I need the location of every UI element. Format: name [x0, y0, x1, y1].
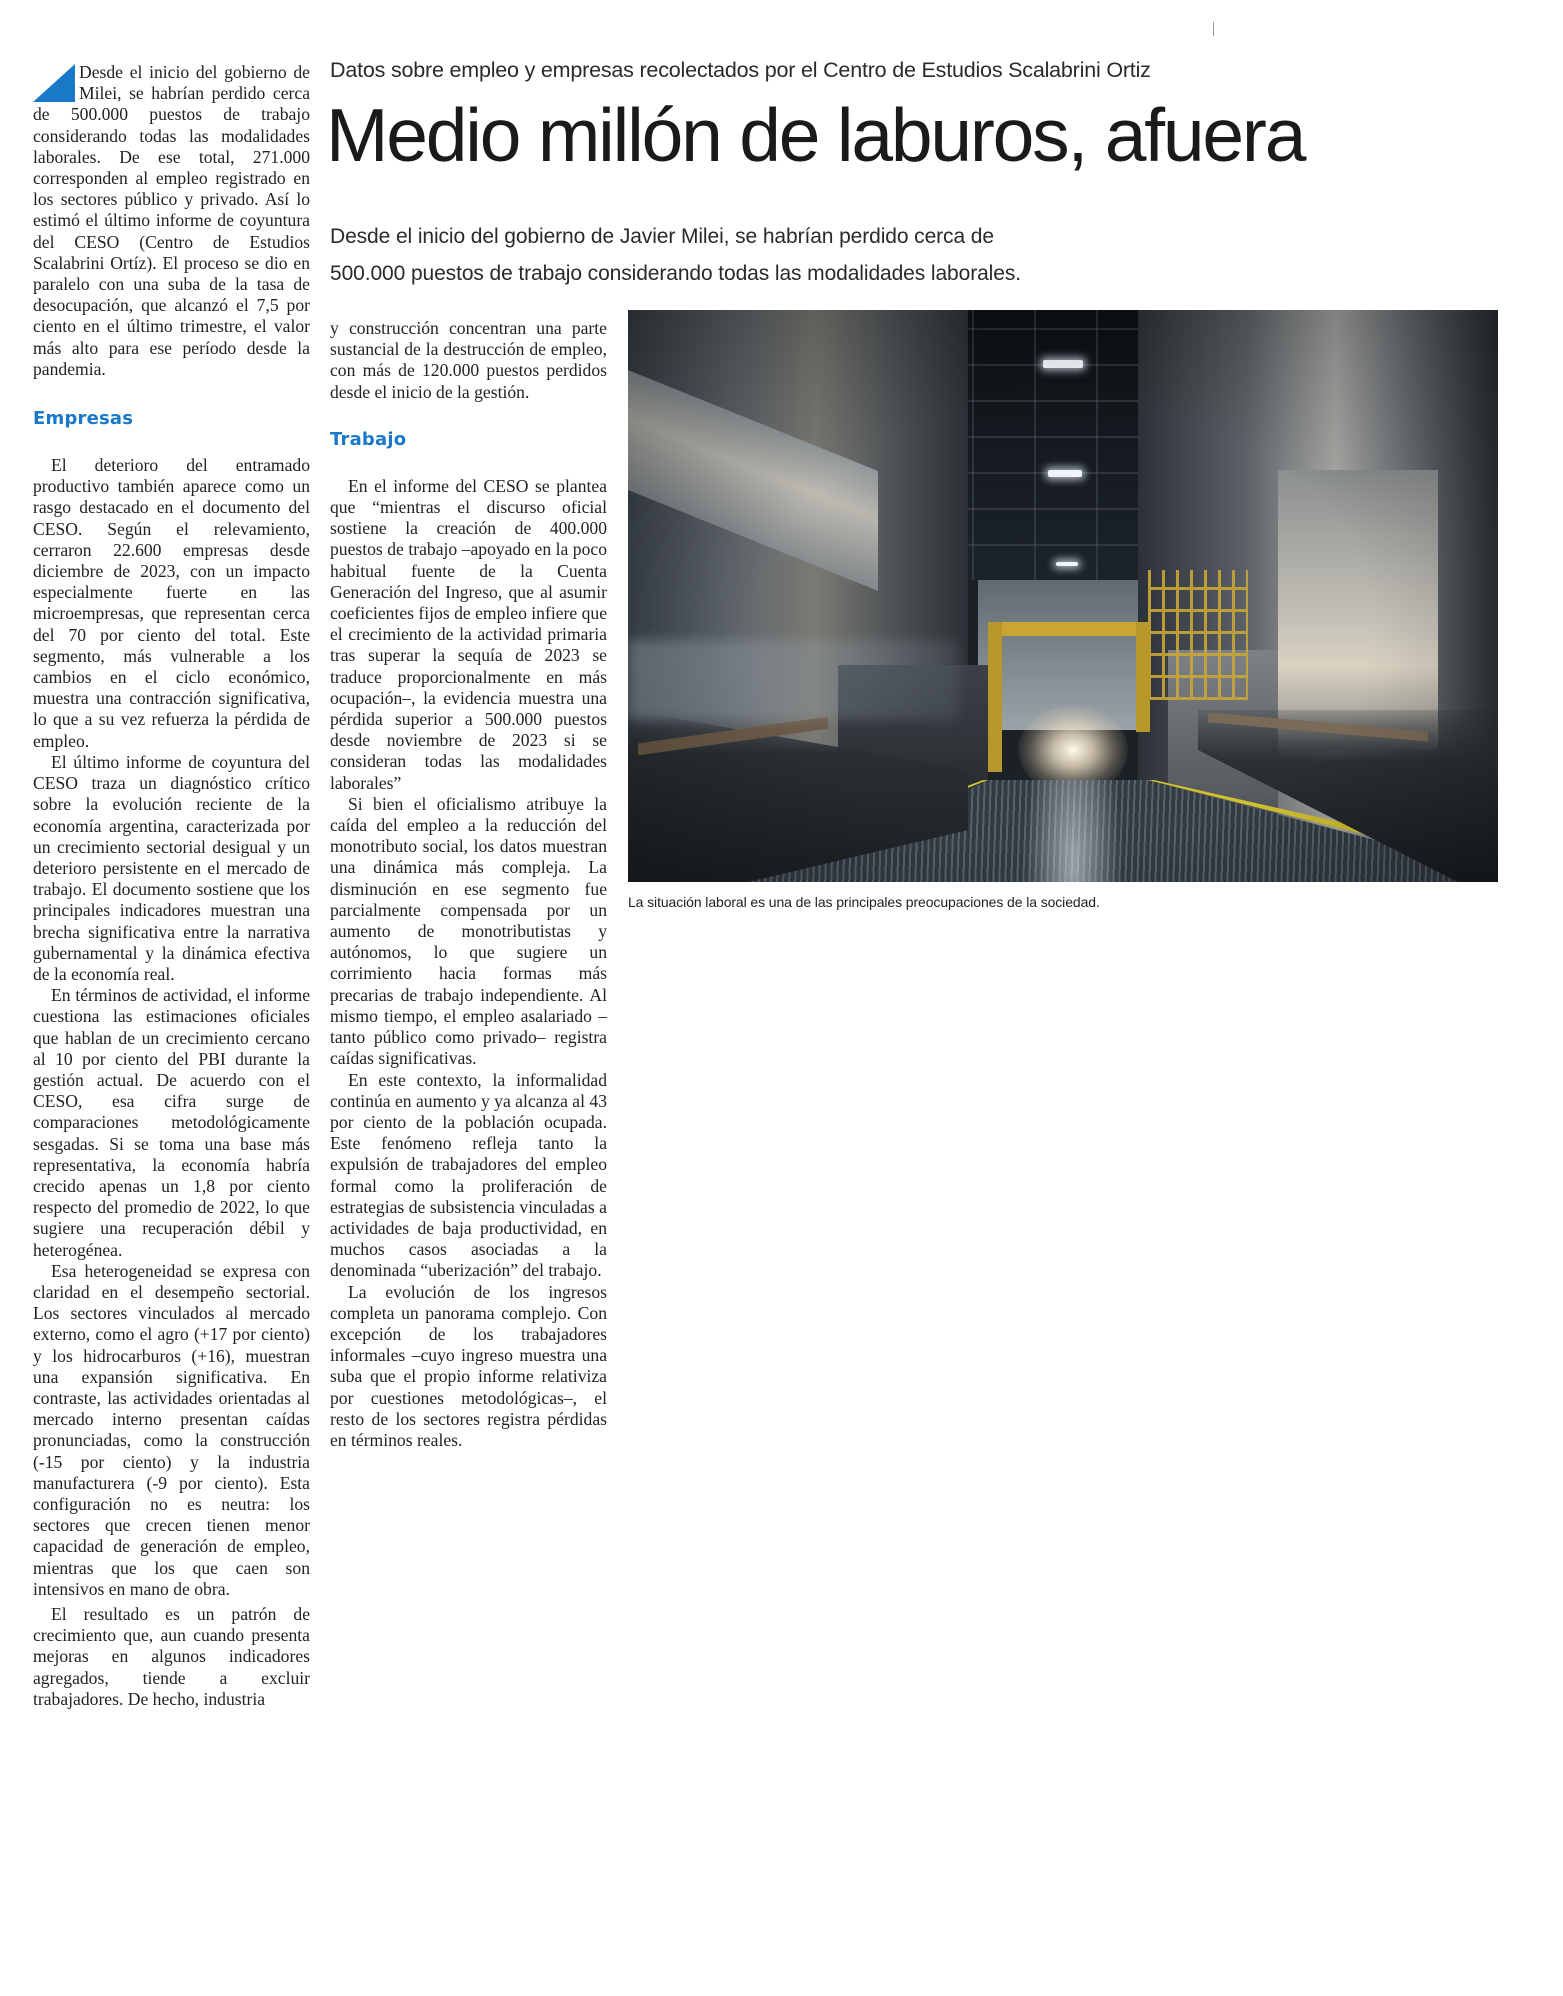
- paragraph: La evolución de los ingresos completa un panorama complejo. Con excepción de los trabajadores informales –cuyo ingreso muestra una suba que el propio informe relativiza por cuestiones metodológicas–, el resto de los sectores registra pérdidas en términos reales.: [330, 1281, 607, 1450]
- paragraph: En términos de actividad, el informe cuestiona las estimaciones oficiales que hablan de un crecimiento cercano al 10 por ciento del PBI durante la gestión actual. De acuerdo con el CESO, esa cifra surge de comparaciones metodológicamente sesgadas. Si se toma una base más representativa, la economía habría crecido apenas un 1,8 por ciento respecto del promedio de 2022, lo que sugiere una recuperación débil y heterogénea.: [33, 985, 310, 1260]
- trabajo-section: [330, 476, 607, 1451]
- empresas-section: [33, 455, 310, 1710]
- continuation-paragraph: y construcción concentran una parte sustancial de la destrucción de empleo, con más de 120.000 puestos perdidos desde el inicio de la gestión.: [330, 318, 607, 402]
- article-headline: Medio millón de laburos, afuera: [326, 93, 1305, 177]
- page-fold-mark: [1213, 22, 1214, 36]
- lead-paragraph: Desde el inicio del gobierno de Milei, se habrían perdido cerca de 500.000 puestos de trabajo considerando todas las modalidades laborales. De ese total, 271.000 corresponden al empleo registrado en los sectores público y privado. Así lo estimó el último informe de coyuntura del CESO (Centro de Estudios Scalabrini Ortíz). El proceso se dio en paralelo con una suba de la tasa de desocupación, que alcanzó el 7,5 por ciento en el último trimestre, el valor más alto para ese período desde la pandemia.: [33, 62, 310, 379]
- subhead-trabajo: Trabajo: [330, 428, 407, 450]
- lead-paragraph-block: [33, 62, 310, 380]
- subhead-empresas: Empresas: [33, 408, 134, 430]
- article-column-2: [330, 318, 607, 1451]
- deck-line: Desde el inicio del gobierno de Javier Milei, se habrían perdido cerca de: [330, 225, 994, 248]
- article-column-1: [33, 62, 310, 1710]
- lead-triangle-icon: [33, 64, 75, 102]
- deck-line: 500.000 puestos de trabajo considerando todas las modalidades laborales.: [330, 262, 1021, 285]
- article-kicker: Datos sobre empleo y empresas recolectados por el Centro de Estudios Scalabrini Ortiz: [330, 58, 1151, 82]
- paragraph: El último informe de coyuntura del CESO traza un diagnóstico crítico sobre la evolución reciente de la economía argentina, caracterizada por un crecimiento sectorial desigual y un deterioro persistente en el mercado de trabajo. El documento sostiene que los principales indicadores muestran una brecha significativa entre la narrativa gubernamental y la dinámica efectiva de la economía real.: [33, 751, 310, 984]
- factory-floor-photo: [628, 310, 1498, 882]
- article-deck: [330, 218, 1230, 292]
- paragraph: Si bien el oficialismo atribuye la caída del empleo a la reducción del monotributo social, los datos muestran una dinámica más compleja. La disminución en ese segmento fue parcialmente compensada por un aumento de monotributistas y autónomos, lo que sugiere un corrimiento hacia formas más precarias de trabajo independiente. Al mismo tiempo, el empleo asalariado –tanto público como privado– registra caídas significativas.: [330, 793, 607, 1069]
- paragraph: El deterioro del entramado productivo también aparece como un rasgo destacado en el documento del CESO. Según el relevamiento, cerraron 22.600 empresas desde diciembre de 2023, con un impacto especialmente fuerte en las microempresas, que representan cerca del 70 por ciento del total. Este segmento, más vulnerable a los cambios en el ciclo económico, muestra una contracción significativa, lo que a su vez refuerza la pérdida de empleo.: [33, 455, 310, 751]
- paragraph: En este contexto, la informalidad continúa en aumento y ya alcanza al 43 por ciento de la población ocupada. Este fenómeno refleja tanto la expulsión de trabajadores del empleo formal como la proliferación de estrategias de subsistencia vinculadas a actividades de baja productividad, en muchos casos asociadas a la denominada “uberización” del trabajo.: [330, 1069, 607, 1281]
- continuation-block: [330, 318, 607, 403]
- photo-vignette: [628, 310, 1498, 882]
- paragraph: Esa heterogeneidad se expresa con claridad en el desempeño sectorial. Los sectores vinculados al mercado externo, como el agro (+17 por ciento) y los hidrocarburos (+16), muestran una expansión significativa. En contraste, las actividades orientadas al mercado interno presentan caídas pronunciadas, como la construcción (-15 por ciento) y la industria manufacturera (-9 por ciento). Esta configuración no es neutra: los sectores que crecen tienen menor capacidad de generación de empleo, mientras que los que caen son intensivos en mano de obra.: [33, 1260, 310, 1599]
- photo-caption: La situación laboral es una de las principales preocupaciones de la sociedad.: [628, 894, 1100, 910]
- paragraph: El resultado es un patrón de crecimiento que, aun cuando presenta mejoras en algunos indicadores agregados, tiende a excluir trabajadores. De hecho, industria: [33, 1604, 310, 1709]
- paragraph: En el informe del CESO se plantea que “mientras el discurso oficial sostiene la creación de 400.000 puestos de trabajo –apoyado en la poco habitual fuente de la Cuenta Generación del Ingreso, que al asumir coeficientes fijos de empleo infiere que el crecimiento de la actividad primaria tras superar la sequía de 2023 se traduce proporcionalmente en más ocupación–, la evidencia muestra una pérdida superior a 500.000 puestos desde noviembre de 2023 si se consideran todas las modalidades laborales”: [330, 475, 607, 793]
